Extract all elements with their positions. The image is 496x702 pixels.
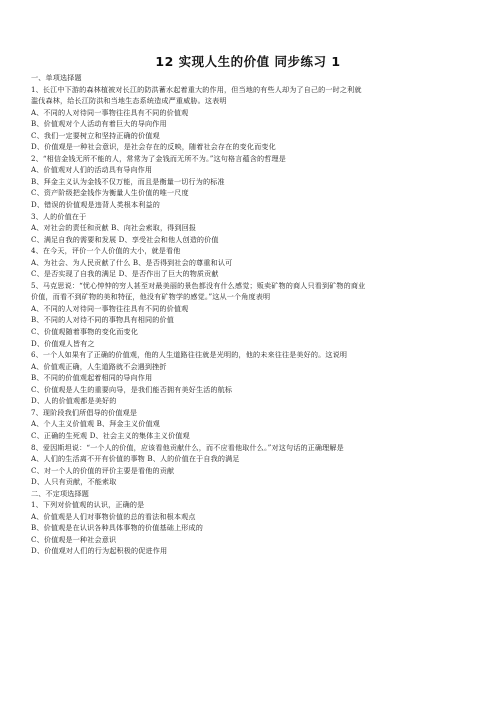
text-line: C、资产阶级把金钱作为衡量人生价值的唯一尺度 (31, 188, 189, 198)
text-line: 滥伐森林，给长江防洪和当地生态系统造成严重威胁。这表明 (31, 96, 227, 106)
text-line: A、价值观是人们对事物价值的总的看法和根本观点 (31, 511, 196, 521)
text-line: 4、在今天，评价一个人价值的大小，就是看他 (31, 246, 181, 256)
text-line: D、价值观是一种社会意识，是社会存在的反映，随着社会存在的变化而变化 (31, 142, 276, 152)
text-line: A、对社会的责任和贡献 B、向社会索取，得到回报 (31, 223, 197, 233)
text-line: A、为社会、为人民贡献了什么 B、是否得到社会的尊重和认可 (31, 257, 233, 267)
text-line: D、错误的价值观是违背人类根本利益的 (31, 200, 160, 210)
text-line: C、满足自我的需要和发展 D、享受社会和他人创造的价值 (31, 234, 219, 244)
text-line: 5、马克思说：“忧心忡忡的穷人甚至对最美丽的景色都没有什么感觉；贩卖矿物的商人只看到矿物的商业 (31, 280, 366, 290)
text-line: 8、爱因斯坦说：“一个人的价值，应该看他贡献什么，而不应看他取什么。”对这句话的正确理解是 (31, 442, 344, 452)
text-line: B、价值观是在认识各种具体事物的价值基础上形成的 (31, 523, 203, 533)
text-line: 价值，而看不到矿物的美和特征，他没有矿物学的感觉。”这从一个角度表明 (31, 292, 271, 302)
text-line: C、是否实现了自我的满足 D、是否作出了巨大的物质贡献 (31, 269, 219, 279)
text-line: A、不同的人对待同一事物往往具有不同的价值观 (31, 107, 189, 117)
text-line: C、我们一定要树立和坚持正确的价值观 (31, 130, 160, 140)
text-line: A、价值观正确，人生道路就不会遇到挫折 (31, 361, 167, 371)
text-line: D、价值观对人们的行为起积极的促进作用 (31, 546, 168, 556)
text-line: B、不同的价值观起着相同的导向作用 (31, 373, 153, 383)
text-line: B、拜金主义认为金钱不仅万能，而且是衡量一切行为的标准 (31, 176, 225, 186)
text-line: 3、人的价值在于 (31, 211, 87, 221)
text-line: 7、现阶段我们所倡导的价值观是 (31, 407, 138, 417)
text-line: D、人的价值观都是美好的 (31, 396, 117, 406)
text-line: 一、单项选择题 (31, 73, 82, 82)
text-line: C、价值观是人生的重要向导，是我们能否拥有美好生活的航标 (31, 384, 233, 394)
text-line: C、对一个人的价值的评价主要是看他的贡献 (31, 465, 175, 475)
text-line: 二、不定项选择题 (31, 488, 89, 498)
text-line: B、不同的人对待不同的事物具有相同的价值 (31, 315, 174, 325)
document-body (31, 72, 474, 557)
text-line: 1、下列对价值观的认识，正确的是 (31, 500, 145, 510)
text-line: C、价值观随着事物的变化而变化 (31, 327, 138, 337)
text-line: C、价值观是一种社会意识 (31, 534, 117, 544)
page-title: 12 实现人生的价值 同步练习 1 (155, 54, 341, 69)
text-line: D、价值观人皆有之 (31, 338, 95, 348)
text-line: 2、“相信金钱无所不能的人，常常为了金钱而无所不为。”这句格言蕴含的哲理是 (31, 153, 286, 163)
text-line: A、人们的生活离不开有价值的事物 B、人的价值在于自我的满足 (31, 454, 240, 464)
text-line: A、不同的人对待同一事物往往具有不同的价值观 (31, 303, 189, 313)
text-line: C、正确的生死观 D、社会主义的集体主义价值观 (31, 430, 190, 440)
text-line: D、人只有贡献，不能索取 (31, 477, 117, 487)
text-line: 6、一个人如果有了正确的价值观，他的人生道路往往就是光明的，他的未来往往是美好的。这说明 (31, 350, 348, 360)
text-line: A、价值观对人们的活动具有导向作用 (31, 165, 153, 175)
text-line: A、个人主义价值观 B、拜金主义价值观 (31, 419, 160, 429)
text-line: B、价值观对个人活动有着巨大的导向作用 (31, 119, 167, 129)
text-line: 1、长江中下游的森林植被对长江的防洪蓄水起着重大的作用，但当地的有些人却为了自己的一时之利就 (31, 84, 362, 94)
